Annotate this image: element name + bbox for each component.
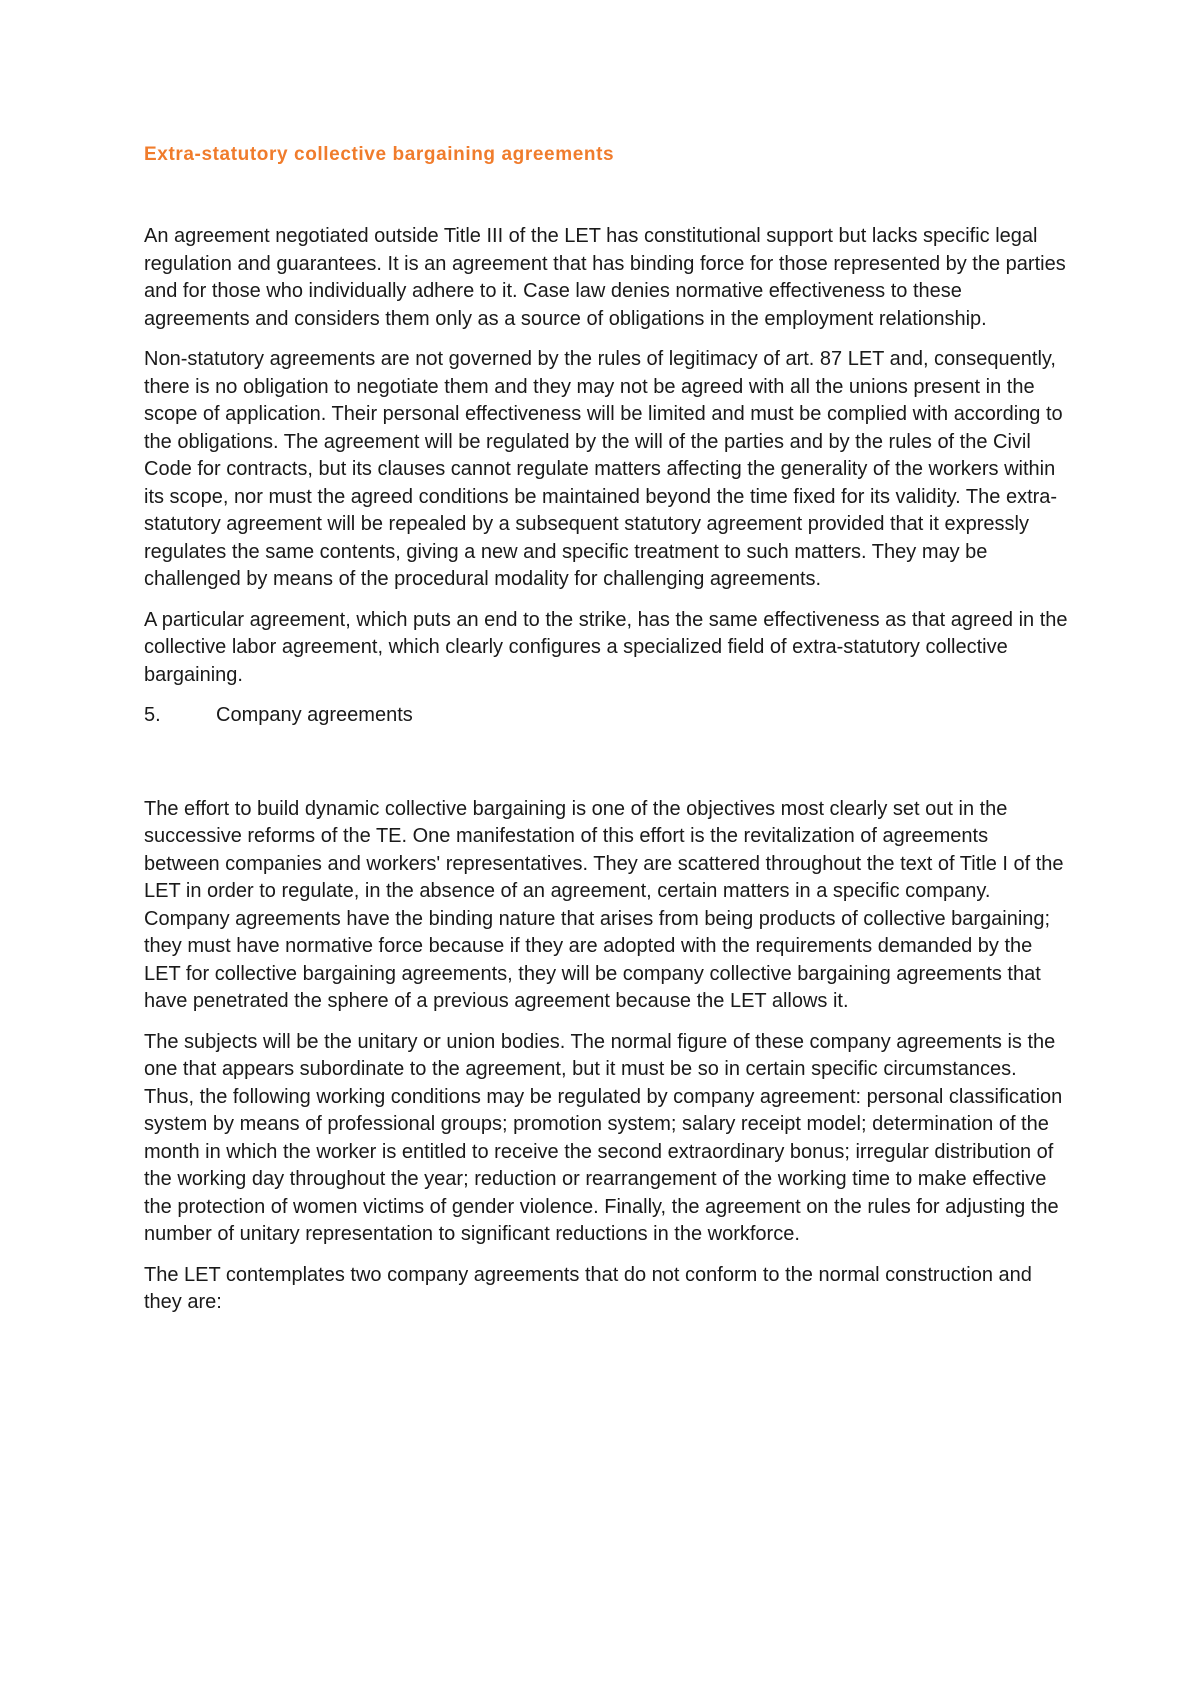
section-title: Company agreements: [216, 704, 413, 726]
numbered-section-title: [144, 702, 1069, 730]
paragraph: Non-statutory agreements are not governed by the rules of legitimacy of art. 87 LET and, consequently, there is no obligation to negotiate them and they may not be agreed with all the unions present in the scope of application. Their personal effectiveness will be limited and must be complied with according to the obligations. The agreement will be regulated by the will of the parties and by the rules of the Civil Code for contracts, but its clauses cannot regulate matters affecting the generality of the workers within its scope, nor must the agreed conditions be maintained beyond the time fixed for its validity. The extra-statutory agreement will be repealed by a subsequent statutory agreement provided that it expressly regulates the same contents, giving a new and specific treatment to such matters. They may be challenged by means of the procedural modality for challenging agreements.: [144, 348, 1063, 590]
section-heading: Extra-statutory collective bargaining agreements: [144, 144, 615, 165]
section-number: 5.: [144, 704, 161, 726]
document-body: [144, 143, 1069, 1330]
paragraph: The LET contemplates two company agreements that do not conform to the normal construction and they are:: [144, 1263, 1032, 1313]
paragraph: An agreement negotiated outside Title III of the LET has constitutional support but lacks specific legal regulation and guarantees. It is an agreement that has binding force for those represented by the parties and for those who individually adhere to it. Case law denies normative effectiveness to these agreements and considers them only as a source of obligations in the employment relationship.: [144, 225, 1066, 330]
paragraph: A particular agreement, which puts an end to the strike, has the same effectiveness as that agreed in the collective labor agreement, which clearly configures a specialized field of extra-statutory collective bargaining.: [144, 608, 1068, 686]
paragraph: The subjects will be the unitary or union bodies. The normal figure of these company agreements is the one that appears subordinate to the agreement, but it must be so in certain specific circumstances. Thus, the following working conditions may be regulated by company agreement: personal classification system by means of professional groups; promotion system; salary receipt model; determination of the month in which the worker is entitled to receive the second extraordinary bonus; irregular distribution of the working day throughout the year; reduction or rearrangement of the working time to make effective the protection of women victims of gender violence. Finally, the agreement on the rules for adjusting the number of unitary representation to significant reductions in the workforce.: [144, 1030, 1063, 1245]
paragraph: The effort to build dynamic collective bargaining is one of the objectives most clearly set out in the successive reforms of the TE. One manifestation of this effort is the revitalization of agreements between companies and workers' representatives. They are scattered throughout the text of Title I of the LET in order to regulate, in the absence of an agreement, certain matters in a specific company. Company agreements have the binding nature that arises from being products of collective bargaining; they must have normative force because if they are adopted with the requirements demanded by the LET for collective bargaining agreements, they will be company collective bargaining agreements that have penetrated the sphere of a previous agreement because the LET allows it.: [144, 797, 1064, 1012]
